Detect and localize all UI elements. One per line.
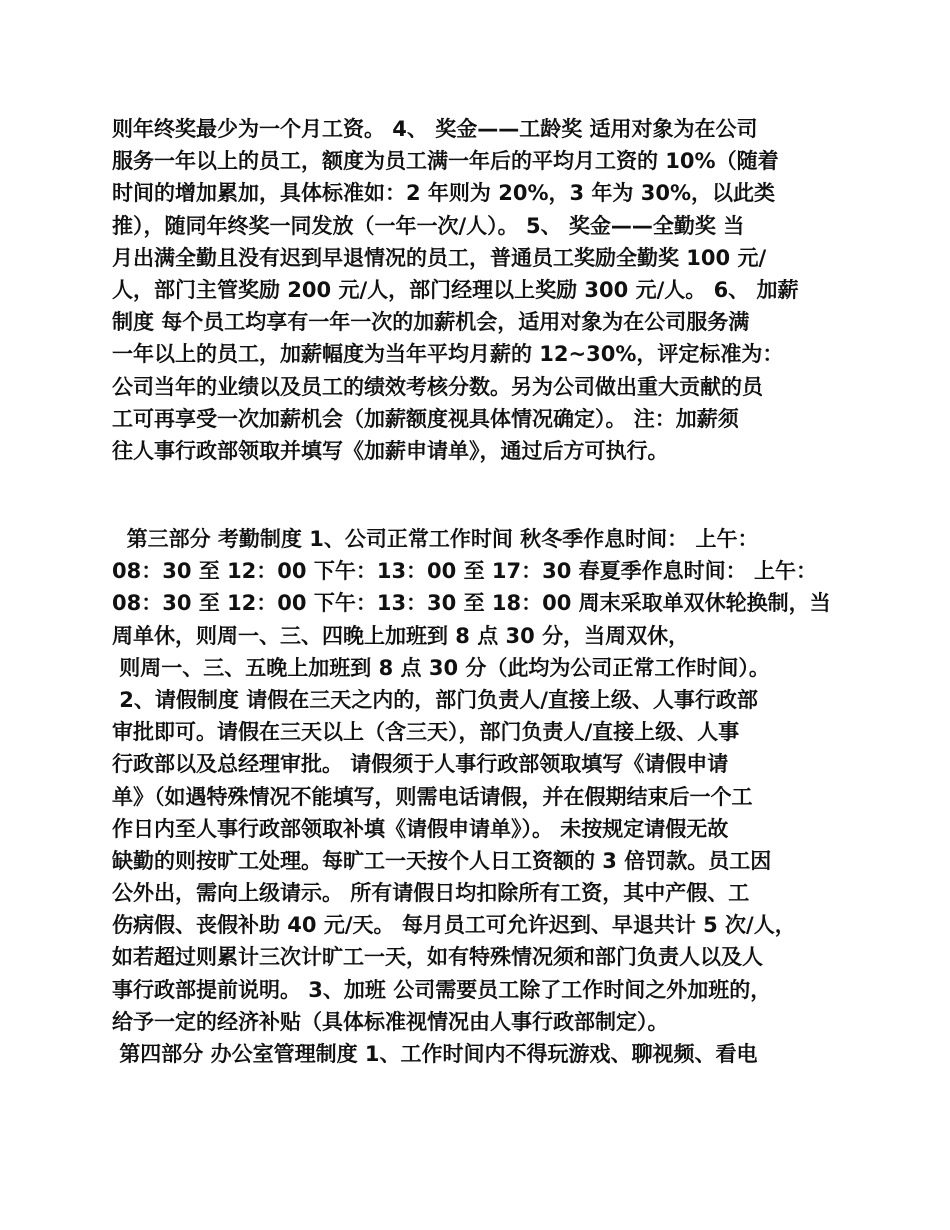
text-line: 推），随同年终奖一同发放（一年一次/人）。 5、 奖金——全勤奖 当 [112, 213, 745, 238]
text-line: 则周一、三、五晚上加班到 8 点 30 分（此均为公司正常工作时间）。 [112, 655, 770, 680]
text-line: 2、请假制度 请假在三天之内的，部门负责人/直接上级、人事行政部 [112, 687, 758, 712]
text-line: 周单休，则周一、三、四晚上加班到 8 点 30 分，当周双休， [112, 623, 690, 648]
text-line: 如若超过则累计三次计旷工一天，如有特殊情况须和部门负责人以及人 [112, 945, 763, 970]
text-line: 制度 每个员工均享有一年一次的加薪机会，适用对象为在公司服务满 [112, 310, 750, 335]
text-line: 第四部分 办公室管理制度 1、工作时间内不得玩游戏、聊视频、看电 [112, 1042, 758, 1066]
text-line: 缺勤的则按旷工处理。每旷工一天按个人日工资额的 3 倍罚款。员工因 [112, 848, 772, 873]
text-line: 人，部门主管奖励 200 元/人，部门经理以上奖励 300 元/人。 6、 加薪 [112, 277, 799, 302]
text-line: 往人事行政部领取并填写《加薪申请单》，通过后方可执行。 [112, 438, 669, 463]
text-line: 作日内至人事行政部领取补填《请假申请单》）。 未按规定请假无故 [112, 816, 729, 841]
text-line: 伤病假、丧假补助 40 元/天。 每月员工可允许迟到、早退共计 5 次/人， [112, 913, 796, 938]
text-line: 则年终奖最少为一个月工资。 4、 奖金——工龄奖 适用对象为在公司 [112, 117, 758, 141]
text-line: 月出满全勤且没有迟到早退情况的员工，普通员工奖励全勤奖 100 元/ [112, 245, 767, 270]
text-line: 工可再享受一次加薪机会（加薪额度视具体情况确定）。 注：加薪须 [112, 406, 739, 431]
text-line: 审批即可。请假在三天以上（含三天），部门负责人/直接上级、人事 [112, 720, 740, 745]
text-line: 一年以上的员工，加薪幅度为当年平均月薪的 12~30%，评定标准为： [112, 342, 784, 367]
text-line: 08：30 至 12：00 下午：13：30 至 18：00 周末采取单双休轮换制，当 [112, 591, 831, 616]
paragraph-bonus-and-raise [112, 113, 842, 467]
text-line: 给予一定的经济补贴（具体标准视情况由人事行政部制定）。 [112, 1009, 669, 1034]
text-line: 服务一年以上的员工，额度为员工满一年后的平均月工资的 10%（随着 [112, 149, 779, 174]
text-line: 行政部以及总经理审批。 请假须于人事行政部领取填写《请假申请 [112, 752, 729, 777]
text-line: 第三部分 考勤制度 1、公司正常工作时间 秋冬季作息时间： 上午： [112, 527, 759, 551]
text-line: 08：30 至 12：00 下午：13：00 至 17：30 春夏季作息时间： 上午： [112, 559, 817, 584]
text-line: 公司当年的业绩以及员工的绩效考核分数。另为公司做出重大贡献的员 [112, 374, 763, 399]
text-line: 事行政部提前说明。 3、加班 公司需要员工除了工作时间之外加班的， [112, 977, 772, 1002]
text-line: 公外出，需向上级请示。 所有请假日均扣除所有工资，其中产假、工 [112, 881, 750, 906]
text-line: 时间的增加累加，具体标准如：2 年则为 20%，3 年为 30%，以此类 [112, 181, 775, 206]
paragraph-attendance-and-leave [112, 523, 842, 1070]
text-line: 单》（如遇特殊情况不能填写，则需电话请假，并在假期结束后一个工 [112, 784, 753, 809]
